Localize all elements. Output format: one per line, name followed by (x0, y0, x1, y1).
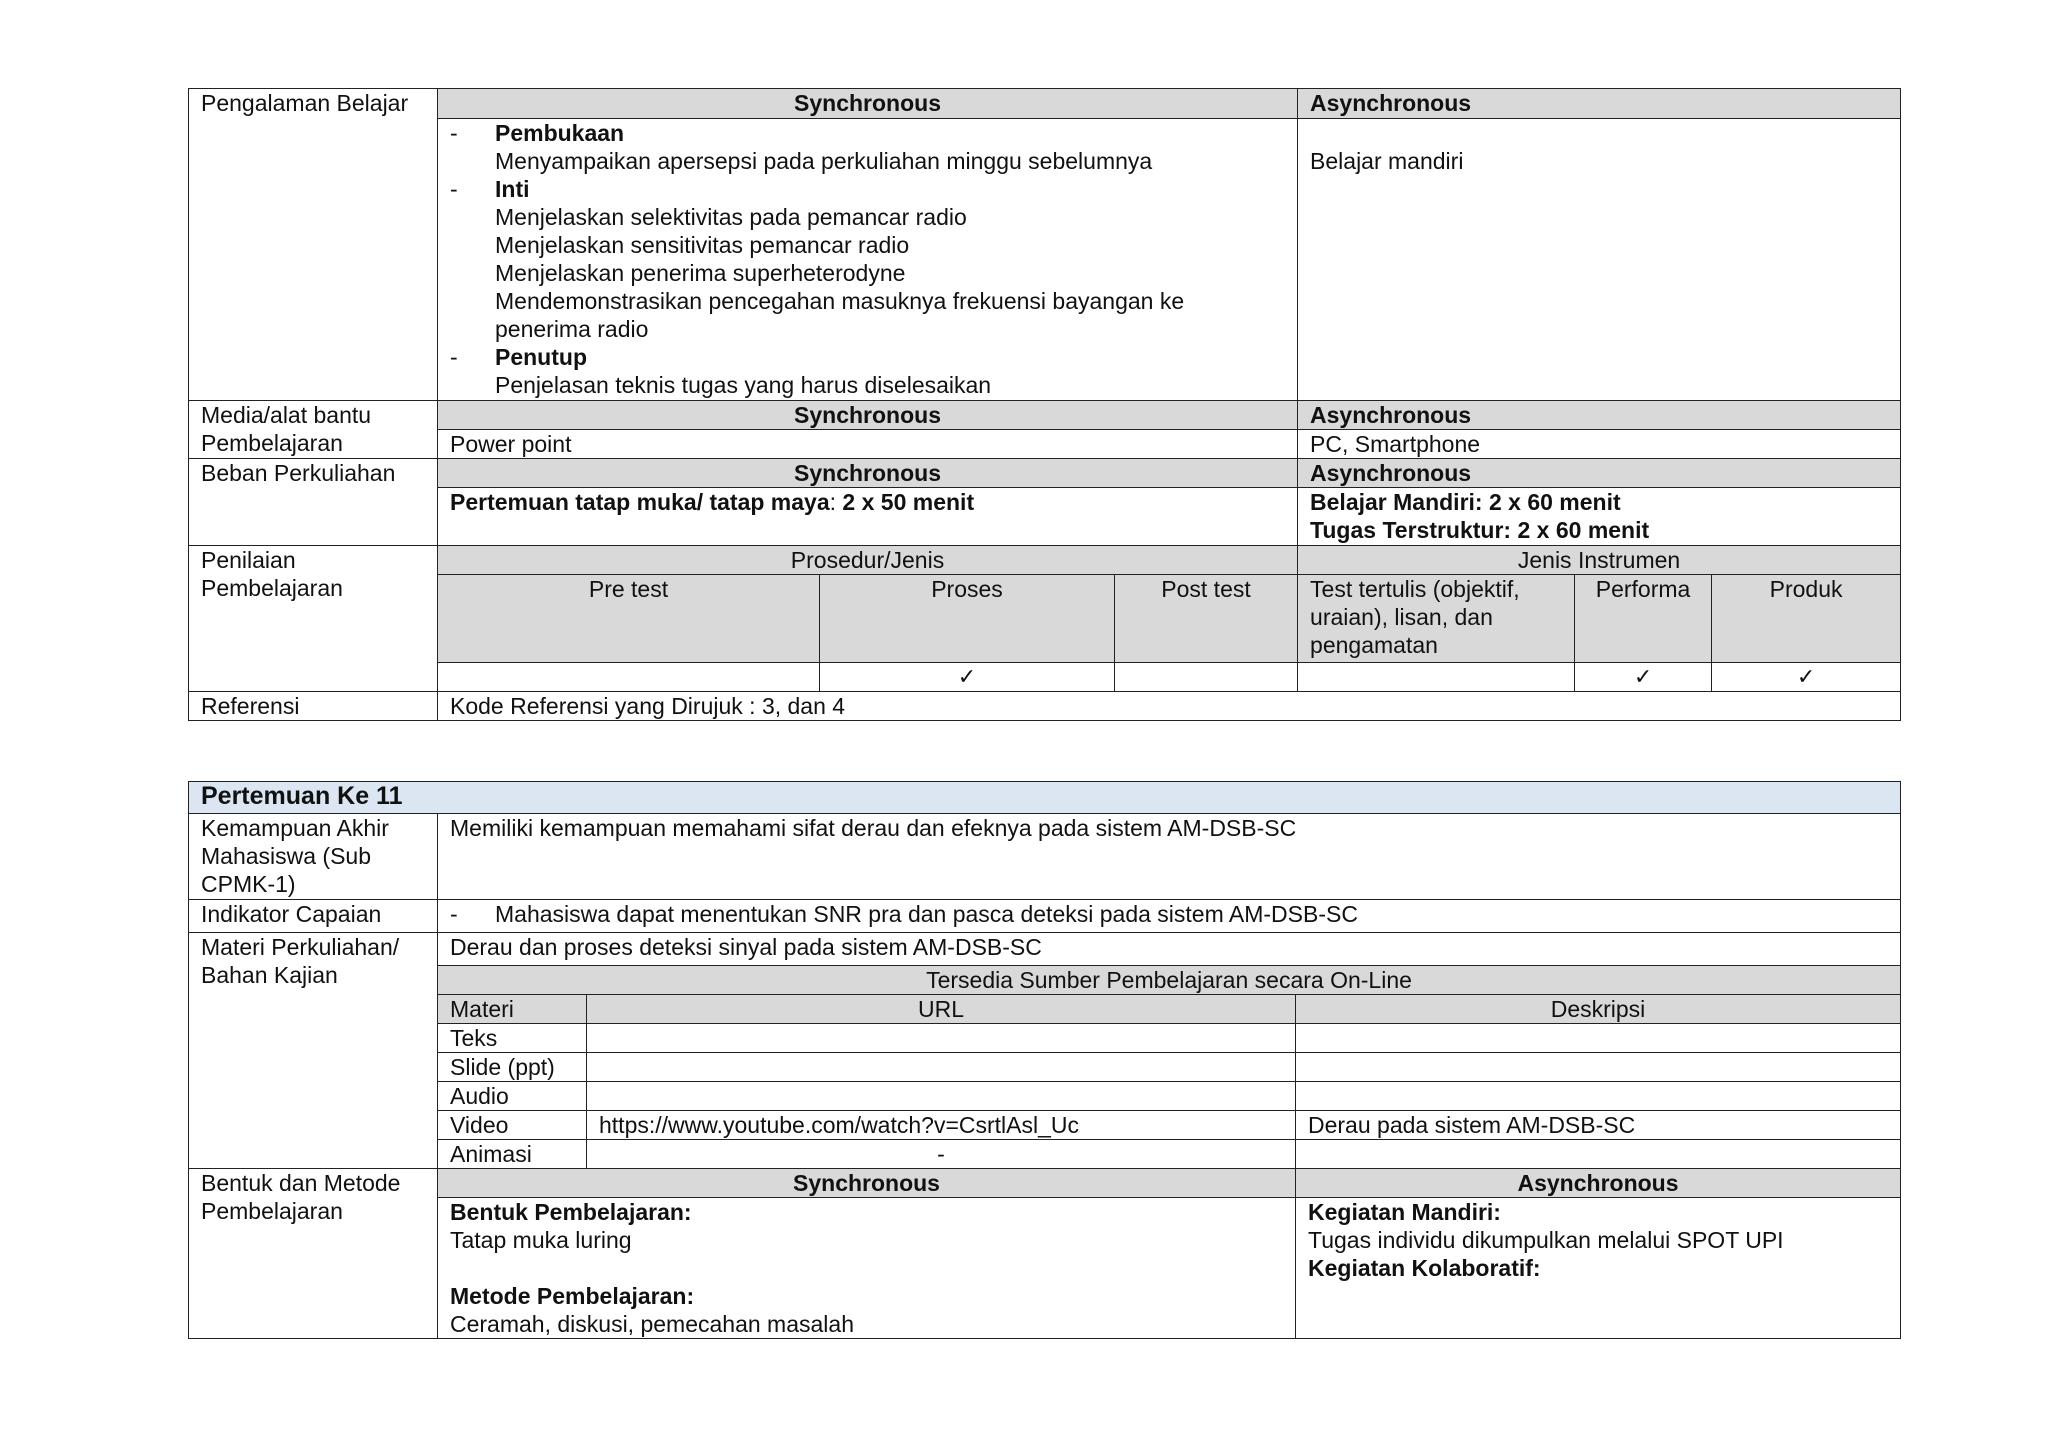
pembukaan-text: Menyampaikan apersepsi pada perkuliahan minggu sebelumnya (495, 148, 1153, 174)
penutup-text: Penjelasan teknis tugas yang harus diselesaikan (495, 372, 992, 398)
col-deskripsi-header: Deskripsi (1296, 995, 1901, 1024)
list-item: - Pembukaan (450, 120, 625, 146)
kemampuan-label: Kemampuan Akhir Mahasiswa (Sub CPMK-1) (189, 814, 438, 900)
table-row: Video https://www.youtube.com/watch?v=CsrtlAsl_Uc Derau pada sistem AM-DSB-SC (189, 1111, 1901, 1140)
rps-table-1 (188, 88, 1901, 721)
online-header: Tersedia Sumber Pembelajaran secara On-Line (438, 966, 1901, 995)
penutup-heading: Penutup (495, 344, 587, 370)
metode-heading: Metode Pembelajaran: (450, 1283, 695, 1309)
referensi-label: Referensi (189, 692, 438, 721)
pre-test-header: Pre test (438, 575, 820, 663)
tes-cell (1298, 663, 1575, 692)
mandiri-heading: Kegiatan Mandiri: (1308, 1199, 1501, 1225)
pembukaan-heading: Pembukaan (495, 120, 625, 146)
pre-test-cell (438, 663, 820, 692)
post-test-header: Post test (1115, 575, 1298, 663)
media-async-header: Asynchronous (1298, 401, 1901, 430)
bentuk-sync-header: Synchronous (438, 1169, 1296, 1198)
beban-async-header: Asynchronous (1298, 459, 1901, 488)
bentuk-async-content (1296, 1198, 1901, 1339)
pengalaman-async-content (1298, 119, 1901, 401)
kolaboratif-heading: Kegiatan Kolaboratif: (1308, 1255, 1541, 1281)
rps-table-2 (188, 781, 1901, 1339)
async-text: Belajar mandiri (1310, 148, 1464, 174)
pengalaman-label: Pengalaman Belajar (189, 89, 438, 401)
beban-sync-text: Pertemuan tatap muka/ tatap maya: 2 x 50 menit (438, 488, 1298, 546)
performa-check: ✓ (1575, 663, 1712, 692)
table-row: Teks (189, 1024, 1901, 1053)
inti-item: Menjelaskan selektivitas pada pemancar radio (495, 204, 967, 230)
video-url-link[interactable]: https://www.youtube.com/watch?v=CsrtlAsl_Uc (587, 1111, 1296, 1140)
inti-item: Menjelaskan penerima superheterodyne (495, 260, 906, 286)
table-row: Animasi - (189, 1140, 1901, 1169)
bentuk-heading: Bentuk Pembelajaran: (450, 1199, 692, 1225)
pengalaman-sync-header: Synchronous (438, 89, 1298, 119)
penilaian-label: Penilaian Pembelajaran (189, 546, 438, 692)
col-url-header: URL (587, 995, 1296, 1024)
beban-async-text: Belajar Mandiri: 2 x 60 menit Tugas Terstruktur: 2 x 60 menit (1298, 488, 1901, 546)
pertemuan-title: Pertemuan Ke 11 (189, 782, 1901, 814)
media-async-text: PC, Smartphone (1298, 430, 1901, 459)
tes-header: Test tertulis (objektif, uraian), lisan, dan pengamatan (1298, 575, 1575, 663)
col-materi-header: Materi (438, 995, 587, 1024)
produk-header: Produk (1712, 575, 1901, 663)
media-label: Media/alat bantu Pembelajaran (189, 401, 438, 459)
post-test-cell (1115, 663, 1298, 692)
inti-item: Menjelaskan sensitivitas pemancar radio (495, 232, 910, 258)
table-row: Slide (ppt) (189, 1053, 1901, 1082)
beban-label: Beban Perkuliahan (189, 459, 438, 546)
inti-heading: Inti (495, 176, 530, 202)
list-item: - Penutup (450, 344, 587, 370)
bentuk-sync-content (438, 1198, 1296, 1339)
jenis-header: Jenis Instrumen (1298, 546, 1901, 575)
produk-check: ✓ (1712, 663, 1901, 692)
metode-text: Ceramah, diskusi, pemecahan masalah (450, 1311, 854, 1337)
table-row: Audio (189, 1082, 1901, 1111)
proses-check: ✓ (820, 663, 1115, 692)
media-sync-header: Synchronous (438, 401, 1298, 430)
media-sync-text: Power point (438, 430, 1298, 459)
indikator-label: Indikator Capaian (189, 900, 438, 933)
mandiri-text: Tugas individu dikumpulkan melalui SPOT UPI (1308, 1227, 1784, 1253)
bentuk-async-header: Asynchronous (1296, 1169, 1901, 1198)
beban-sync-header: Synchronous (438, 459, 1298, 488)
bentuk-text: Tatap muka luring (450, 1227, 632, 1253)
referensi-text: Kode Referensi yang Dirujuk : 3, dan 4 (438, 692, 1901, 721)
materi-label: Materi Perkuliahan/ Bahan Kajian (189, 933, 438, 1169)
indikator-content: - Mahasiswa dapat menentukan SNR pra dan pasca deteksi pada sistem AM-DSB-SC (438, 900, 1901, 933)
kemampuan-text: Memiliki kemampuan memahami sifat derau dan efeknya pada sistem AM-DSB-SC (438, 814, 1901, 900)
prosedur-header: Prosedur/Jenis (438, 546, 1298, 575)
pengalaman-sync-content (438, 119, 1298, 401)
bentuk-label: Bentuk dan Metode Pembelajaran (189, 1169, 438, 1339)
performa-header: Performa (1575, 575, 1712, 663)
pengalaman-async-header: Asynchronous (1298, 89, 1901, 119)
materi-text: Derau dan proses deteksi sinyal pada sistem AM-DSB-SC (438, 933, 1901, 966)
proses-header: Proses (820, 575, 1115, 663)
inti-item: Mendemonstrasikan pencegahan masuknya frekuensi bayangan ke penerima radio (495, 288, 1185, 342)
list-item: - Inti (450, 176, 530, 202)
indikator-text: Mahasiswa dapat menentukan SNR pra dan pasca deteksi pada sistem AM-DSB-SC (495, 901, 1358, 927)
